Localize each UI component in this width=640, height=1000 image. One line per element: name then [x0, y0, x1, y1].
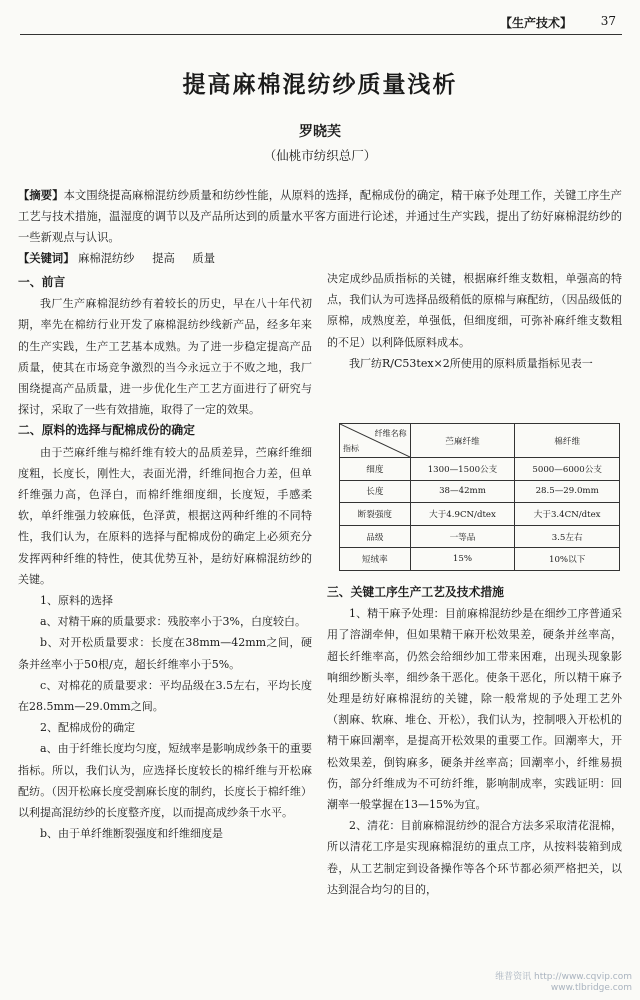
paragraph: b、对开松质量要求：长度在38mm—42mm之间，硬条并丝率小于50根/克，超长纤维率小于5%。 [18, 636, 312, 671]
article-title: 提高麻棉混纺纱质量浅析 [182, 72, 458, 98]
table-cell: 28.5—29.0mm [515, 480, 620, 503]
author: 罗晓芙 [299, 124, 341, 140]
table-cell: 1300—1500公支 [410, 458, 515, 481]
watermark-line: 维普资讯 http://www.cqvip.com [495, 972, 632, 982]
keywords-label: 【关键词】 [18, 252, 75, 265]
affiliation: （仙桃市纺织总厂） [263, 148, 377, 163]
table-row [340, 503, 620, 526]
paragraph: 决定成纱品质指标的关键，根据麻纤维支数粗，单强高的特点，我们认为可选择品级稍低的原棉与麻配纺，（因品级低的原棉，成熟度差，单强低，但细度细，可弥补麻纤维支数粗的不足）以利降低原料成本。 [327, 272, 622, 349]
right-column [327, 268, 622, 374]
table-row-label: 长度 [340, 480, 411, 503]
section-3 [327, 582, 622, 900]
keywords [18, 250, 318, 266]
abstract-label: 【摘要】 [18, 189, 64, 202]
keyword: 质量 [192, 252, 215, 265]
table-row [340, 525, 620, 548]
keyword: 麻棉混纺纱 [78, 252, 135, 265]
table-intro: 我厂纺R/C53tex×2所使用的原料质量指标见表一 [349, 356, 593, 370]
table-row-label: 断裂强度 [340, 503, 411, 526]
paragraph: b、由于单纤维断裂强度和纤维细度是 [40, 827, 224, 841]
abstract [18, 185, 622, 248]
table-row-label: 短绒率 [340, 548, 411, 571]
subheading: 1、原料的选择 [40, 594, 113, 608]
table-cell: 一等品 [410, 525, 515, 548]
paragraph: 我厂生产麻棉混纺纱有着较长的历史，早在八十年代初期，率先在棉纺行业开发了麻棉混纺纱线新产品，经多年来的生产实践，生产工艺基本成熟。为了进一步稳定提高产品质量，使其在市场竞争激烈的当今永远立于不败之地，我厂围绕提高产品质量，进一步优化生产工艺方面进行了研究与探讨，采取了一些有效措施，取得了一定的效果。 [18, 297, 312, 417]
keyword: 提高 [152, 252, 175, 265]
table-cell: 10%以下 [515, 548, 620, 571]
table-row-label: 品级 [340, 525, 411, 548]
table-cell: 38—42mm [410, 480, 515, 503]
table-cell: 5000—6000公支 [515, 458, 620, 481]
table-corner-cell [340, 424, 411, 458]
paragraph: a、对精干麻的质量要求：残胶率小于3%，白度较白。 [40, 615, 307, 629]
section-heading: 二、原料的选择与配棉成份的确定 [18, 423, 195, 438]
table-header-cell: 苎麻纤维 [410, 424, 515, 458]
table-cell: 大于3.4CN/dtex [515, 503, 620, 526]
paragraph: 由于苎麻纤维与棉纤维有较大的品质差异，苎麻纤维细度粗，长度长，刚性大，表面光滑，纤维间抱合力差，但单纤维强力高，色泽白，而棉纤维细度细，长度短，手感柔软，单纤维强力较麻低，色泽黄，根据这两种纤维的不同特性，我们认为，在原料的选择与配棉成份的确定上必须充分发挥两种纤维的特性，使其优势互补，是纺好麻棉混纺纱的关键。 [18, 445, 312, 586]
table-header-row [340, 424, 620, 458]
table-cell: 15% [410, 548, 515, 571]
corner-bottom-label: 指标 [343, 444, 359, 453]
table-row [340, 458, 620, 481]
paragraph: 2、清花：目前麻棉混纺纱的混合方法多采取清花混棉，所以清花工序是实现麻棉混纺的重点工序，从按料装箱到成卷，从工艺制定到设备操作等各个环节都必须严格把关，以达到混合均匀的目的， [327, 819, 622, 896]
watermark-line: www.tlbridge.com [550, 983, 632, 993]
paragraph: c、对棉花的质量要求：平均品级在3.5左右，平均长度在28.5mm—29.0mm之间。 [18, 678, 312, 714]
table-row [340, 548, 620, 571]
corner-top-label: 纤维名称 [374, 429, 407, 438]
left-column [18, 272, 312, 844]
section-heading: 三、关键工序生产工艺及技术措施 [327, 585, 504, 599]
paragraph: 1、精干麻予处理：目前麻棉混纺纱是在细纱工序普通采用了溶湖牵伸，但如果精干麻开松效果差，硬条并丝率高，超长纤维率高，仍然会给细纱加工带来困难，出现头现象影响细纱断头率，细纱条干恶化。使条干恶化，所以精干麻予处理是纺好麻棉混纺的关键，除一般常规的予处理工艺外（割麻、软麻、堆仓、开松），我们认为，控制喂入开松机的精干麻回潮率，是提高开松效果的重要工作。回潮率大，开松效果差，倒钩麻多，硬条并丝率高；回潮率小，纤维易损伤，部分纤维成为不可纺纤维，影响制成率，实践证明：回潮率一般掌握在13—15%为宜。 [327, 607, 622, 812]
material-table [339, 423, 620, 571]
paragraph: a、由于纤维长度均匀度，短绒率是影响成纱条干的重要指标。所以，我们认为，应选择长度较长的棉纤维与开松麻配纺。（因开松麻长度受割麻长度的制约，长度长于棉纤维）以利提高混纺纱的长度整齐度，以而提高成纱条干水平。 [18, 742, 312, 820]
running-header [20, 14, 622, 34]
header-rule [20, 34, 622, 35]
watermark [495, 972, 632, 994]
section-heading: 一、前言 [18, 275, 66, 289]
table-row-label: 细度 [340, 458, 411, 481]
abstract-text: 本文围绕提高麻棉混纺纱质量和纺纱性能，从原料的选择，配棉成份的确定，精干麻予处理工作，关键工序生产工艺与技术措施，温湿度的调节以及产品所达到的质量水平客方面进行论述，并通过生产实践，提出了纺好麻棉混纺纱的一些新观点与认识。 [18, 189, 622, 244]
page-number: 37 [600, 14, 616, 28]
table-cell: 大于4.9CN/dtex [410, 503, 515, 526]
section-label: 【生产技术】 [499, 16, 572, 30]
subheading: 2、配棉成份的确定 [40, 721, 135, 735]
table-header-cell: 棉纤维 [515, 424, 620, 458]
table-row [340, 480, 620, 503]
table-cell: 3.5左右 [515, 525, 620, 548]
